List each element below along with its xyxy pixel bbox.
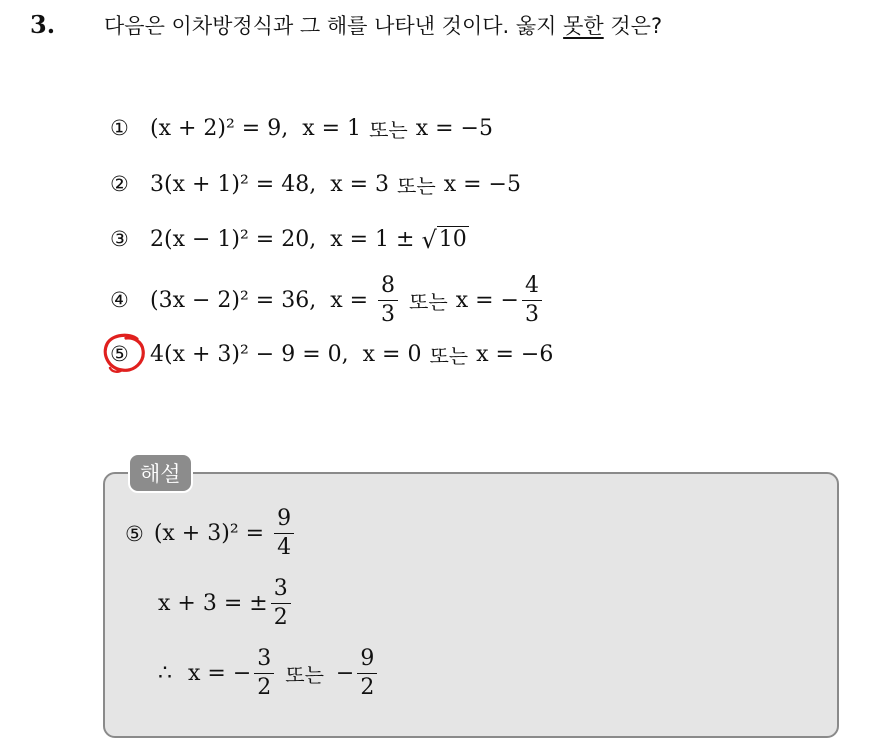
choice-mark: ②: [110, 172, 129, 196]
answer-circle-mark: [100, 330, 150, 376]
choice-solution-lhs: x = 3: [330, 171, 390, 197]
choice-solution-rhs: x = −6: [476, 341, 554, 367]
question-text-after: 것은?: [603, 14, 663, 38]
explanation-connector: 또는: [285, 663, 324, 687]
choice-5[interactable]: [110, 332, 553, 376]
choice-solution-rhs: x = −5: [415, 115, 493, 141]
fraction-numerator: 9: [277, 506, 292, 531]
question-text-underlined: 못한: [563, 14, 604, 38]
choice-solution-lhs: x = 1: [302, 115, 362, 141]
choice-equation: 3(x + 1)² = 48,: [150, 171, 317, 197]
choice-1[interactable]: [110, 106, 493, 150]
choice-mark: ⑤: [110, 342, 129, 366]
fraction: [274, 508, 294, 559]
explanation-lhs: x = −: [188, 661, 252, 686]
explanation-line-2: [158, 578, 294, 629]
explanation-lhs: x + 3 = ±: [158, 591, 268, 616]
fraction-numerator: 4: [524, 272, 539, 298]
choice-equation: (3x − 2)² = 36,: [150, 287, 317, 313]
choice-mark: ③: [110, 227, 129, 251]
choice-4[interactable]: [110, 272, 545, 328]
question-text: [104, 10, 662, 40]
fraction: [271, 578, 291, 629]
choice-solution-lhs: x =: [330, 287, 376, 313]
question-number: 3.: [30, 10, 56, 39]
explanation-line-1: [125, 508, 297, 559]
choice-solution-rhs: x = −5: [443, 171, 521, 197]
fraction: [378, 272, 398, 327]
choice-solution-lhs: x = 1 ±: [330, 226, 422, 252]
choice-connector: 또는: [429, 343, 469, 368]
fraction-denominator: 2: [357, 673, 377, 699]
explanation-rhs: −: [335, 661, 355, 686]
fraction-denominator: 2: [271, 603, 291, 629]
choice-solution-lhs: x = 0: [362, 341, 422, 367]
choice-solution-rhs: x = −: [455, 287, 519, 313]
choice-equation: (x + 2)² = 9,: [150, 115, 289, 141]
fraction-denominator: 2: [254, 673, 274, 699]
sqrt-expression: √ 10: [421, 226, 467, 255]
fraction-numerator: 3: [257, 646, 272, 671]
choice-2[interactable]: [110, 162, 521, 206]
explanation-tag: 해설: [128, 453, 193, 493]
fraction-numerator: 8: [381, 272, 396, 298]
choice-mark: ④: [110, 288, 129, 312]
choice-connector: 또는: [397, 173, 436, 198]
fraction-denominator: 3: [522, 300, 542, 326]
fraction: [522, 272, 542, 327]
fraction-numerator: 3: [273, 576, 288, 601]
choice-3[interactable]: [110, 217, 469, 261]
fraction: [254, 648, 274, 699]
fraction-numerator: 9: [360, 646, 375, 671]
explanation-line-3: [158, 648, 380, 699]
explanation-lhs: (x + 3)² =: [153, 521, 272, 546]
question-text-before: 다음은 이차방정식과 그 해를 나타낸 것이다. 옳지: [104, 14, 564, 38]
choice-connector: 또는: [409, 289, 448, 314]
fraction-denominator: 4: [274, 533, 294, 559]
fraction-denominator: 3: [378, 300, 398, 326]
choice-equation: 4(x + 3)² − 9 = 0,: [150, 341, 349, 367]
choice-connector: 또는: [369, 117, 408, 142]
explanation-mark: ⑤: [125, 521, 144, 546]
choice-mark: ①: [110, 116, 129, 140]
choice-equation: 2(x − 1)² = 20,: [150, 226, 317, 252]
therefore-symbol: ∴: [158, 661, 172, 686]
sqrt-radicand: 10: [438, 226, 467, 252]
fraction: [357, 648, 377, 699]
